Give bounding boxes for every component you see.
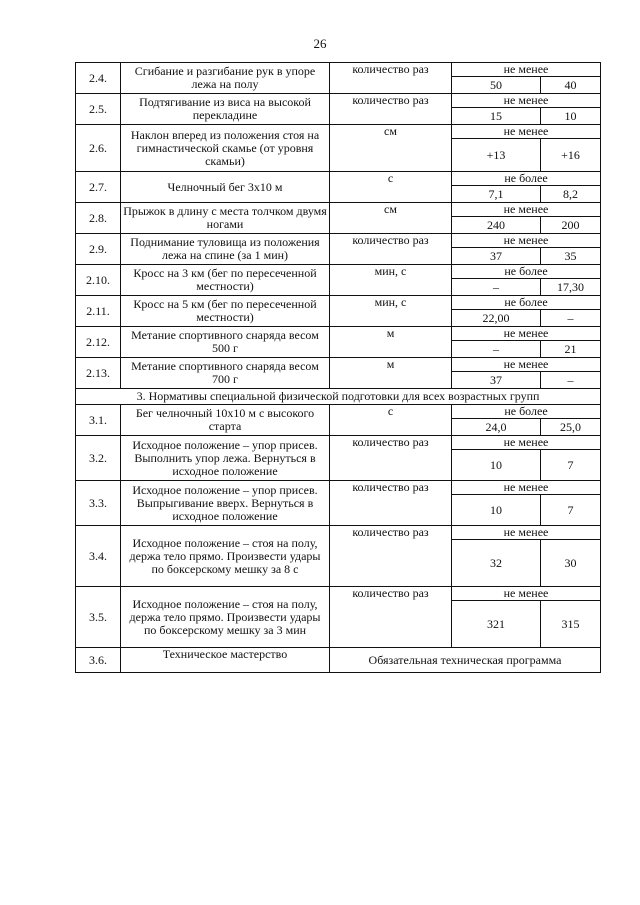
row-number: 3.4.: [76, 526, 121, 587]
norm-value-2: 21: [541, 341, 601, 358]
unit-cell: с: [330, 172, 452, 203]
row-number: 3.3.: [76, 481, 121, 526]
unit-cell: количество раз: [330, 63, 452, 94]
row-number: 2.12.: [76, 327, 121, 358]
exercise-description: Челночный бег 3х10 м: [121, 172, 330, 203]
norm-value-2: 30: [541, 540, 601, 587]
unit-cell: мин, с: [330, 296, 452, 327]
norm-value-2: 315: [541, 601, 601, 648]
exercise-description: Метание спортивного снаряда весом 500 г: [121, 327, 330, 358]
norm-value-1: –: [452, 279, 541, 296]
condition-label: не менее: [452, 125, 601, 139]
norm-value-1: 37: [452, 248, 541, 265]
exercise-description: Поднимание туловища из положения лежа на спине (за 1 мин): [121, 234, 330, 265]
norm-value-2: 7: [541, 450, 601, 481]
norm-value-1: 15: [452, 108, 541, 125]
table-row: [76, 125, 601, 139]
condition-label: не более: [452, 172, 601, 186]
table-row: [76, 587, 601, 601]
norms-table-body: [76, 63, 601, 673]
norm-value-2: 200: [541, 217, 601, 234]
row-number: 2.10.: [76, 265, 121, 296]
condition-label: не менее: [452, 481, 601, 495]
condition-label: не менее: [452, 203, 601, 217]
unit-cell: количество раз: [330, 436, 452, 481]
condition-label: не более: [452, 265, 601, 279]
norm-value-1: +13: [452, 139, 541, 172]
condition-label: не менее: [452, 94, 601, 108]
page-number: 26: [313, 36, 327, 51]
table-row: [76, 296, 601, 310]
unit-cell: количество раз: [330, 234, 452, 265]
row-number: 2.13.: [76, 358, 121, 389]
unit-cell: см: [330, 125, 452, 172]
table-row: [76, 327, 601, 341]
norm-value-2: 8,2: [541, 186, 601, 203]
exercise-description: Наклон вперед из положения стоя на гимнастической скамье (от уровня скамьи): [121, 125, 330, 172]
norm-value-2: 10: [541, 108, 601, 125]
norm-value-2: –: [541, 372, 601, 389]
table-row: [76, 203, 601, 217]
row-number: 2.4.: [76, 63, 121, 94]
norm-value-1: 10: [452, 450, 541, 481]
row-number: 2.7.: [76, 172, 121, 203]
table-row: [76, 436, 601, 450]
table-row: [76, 63, 601, 77]
condition-label: не менее: [452, 327, 601, 341]
program-value: Обязательная техническая программа: [330, 648, 601, 673]
condition-label: не менее: [452, 63, 601, 77]
exercise-description: Бег челночный 10х10 м с высокого старта: [121, 405, 330, 436]
table-row: [76, 405, 601, 419]
unit-cell: количество раз: [330, 481, 452, 526]
norms-table: [75, 62, 601, 673]
row-number: 3.1.: [76, 405, 121, 436]
exercise-description: Исходное положение – упор присев. Выполнить упор лежа. Вернуться в исходное положение: [121, 436, 330, 481]
norm-value-1: 32: [452, 540, 541, 587]
condition-label: не менее: [452, 436, 601, 450]
exercise-description: Исходное положение – стоя на полу, держа тело прямо. Произвести удары по боксерскому мешку за 8 с: [121, 526, 330, 587]
norm-value-1: 24,0: [452, 419, 541, 436]
norm-value-1: 321: [452, 601, 541, 648]
table-row: [76, 526, 601, 540]
table-row: [76, 358, 601, 372]
unit-cell: с: [330, 405, 452, 436]
unit-cell: м: [330, 327, 452, 358]
exercise-description: Исходное положение – упор присев. Выпрыгивание вверх. Вернуться в исходное положение: [121, 481, 330, 526]
norm-value-1: 240: [452, 217, 541, 234]
norm-value-1: –: [452, 341, 541, 358]
row-number: 3.2.: [76, 436, 121, 481]
unit-cell: мин, с: [330, 265, 452, 296]
row-number: 2.6.: [76, 125, 121, 172]
exercise-description: Кросс на 5 км (бег по пересеченной местности): [121, 296, 330, 327]
norm-value-2: 7: [541, 495, 601, 526]
norm-value-2: +16: [541, 139, 601, 172]
norm-value-2: 40: [541, 77, 601, 94]
exercise-description: Прыжок в длину с места толчком двумя ногами: [121, 203, 330, 234]
condition-label: не менее: [452, 358, 601, 372]
unit-cell: количество раз: [330, 94, 452, 125]
norm-value-1: 22,00: [452, 310, 541, 327]
row-number: 3.6.: [76, 648, 121, 673]
unit-cell: количество раз: [330, 587, 452, 648]
table-row: [76, 648, 601, 673]
condition-label: не более: [452, 296, 601, 310]
section-heading-row: [76, 389, 601, 405]
exercise-description: Исходное положение – стоя на полу, держа тело прямо. Произвести удары по боксерскому мешку за 3 мин: [121, 587, 330, 648]
exercise-description: Метание спортивного снаряда весом 700 г: [121, 358, 330, 389]
norm-value-2: 25,0: [541, 419, 601, 436]
norm-value-1: 37: [452, 372, 541, 389]
row-number: 2.8.: [76, 203, 121, 234]
row-number: 2.5.: [76, 94, 121, 125]
unit-cell: м: [330, 358, 452, 389]
table-row: [76, 172, 601, 186]
norm-value-2: 17,30: [541, 279, 601, 296]
table-row: [76, 234, 601, 248]
unit-cell: см: [330, 203, 452, 234]
row-number: 2.9.: [76, 234, 121, 265]
norm-value-1: 50: [452, 77, 541, 94]
condition-label: не менее: [452, 587, 601, 601]
section-title: 3. Нормативы специальной физической подготовки для всех возрастных групп: [76, 389, 601, 405]
row-number: 2.11.: [76, 296, 121, 327]
condition-label: не более: [452, 405, 601, 419]
exercise-description: Сгибание и разгибание рук в упоре лежа на полу: [121, 63, 330, 94]
norm-value-1: 7,1: [452, 186, 541, 203]
table-row: [76, 94, 601, 108]
norm-value-2: –: [541, 310, 601, 327]
exercise-description: Кросс на 3 км (бег по пересеченной местности): [121, 265, 330, 296]
unit-cell: количество раз: [330, 526, 452, 587]
exercise-description: Подтягивание из виса на высокой перекладине: [121, 94, 330, 125]
table-row: [76, 481, 601, 495]
table-row: [76, 265, 601, 279]
condition-label: не менее: [452, 234, 601, 248]
condition-label: не менее: [452, 526, 601, 540]
row-number: 3.5.: [76, 587, 121, 648]
exercise-description: Техническое мастерство: [121, 648, 330, 673]
norm-value-1: 10: [452, 495, 541, 526]
norm-value-2: 35: [541, 248, 601, 265]
